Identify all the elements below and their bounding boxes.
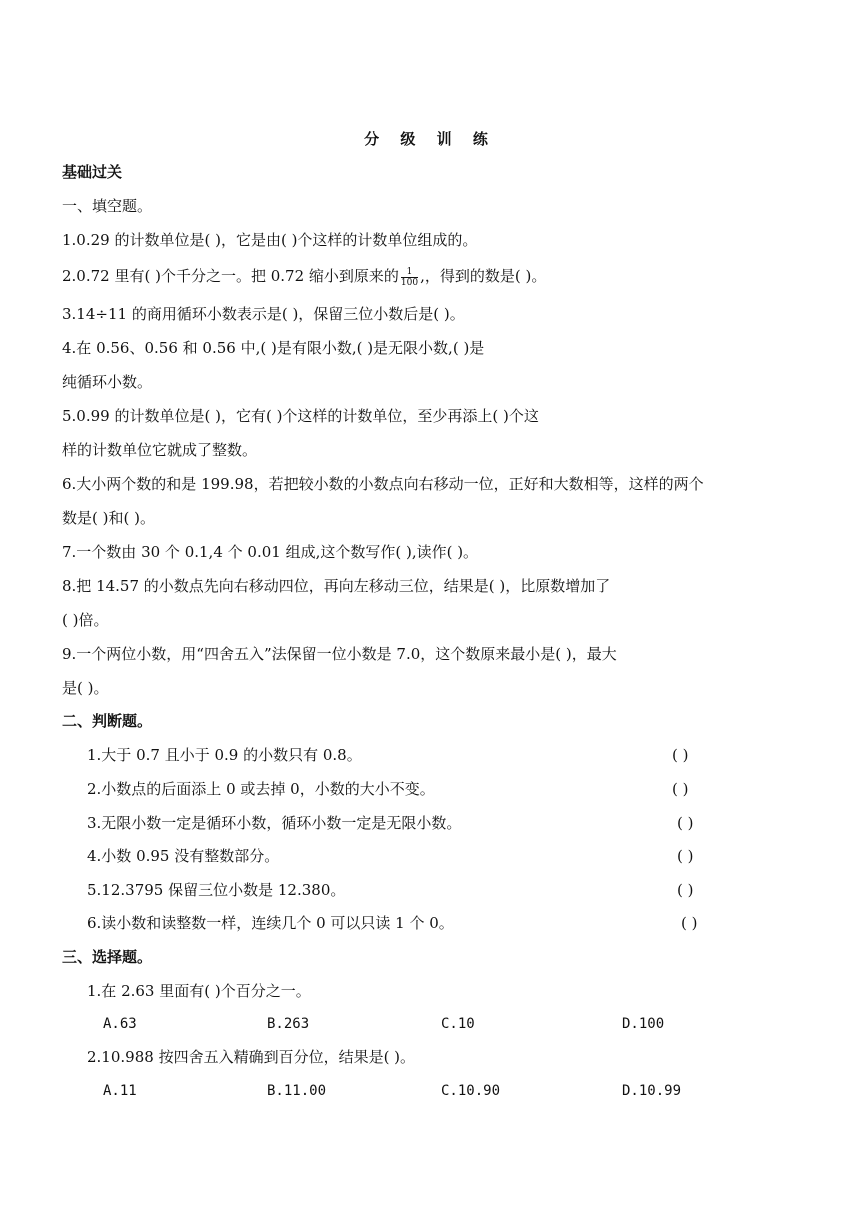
judge-item-2: 2.小数点的后面添上 0 或去掉 0，小数的大小不变。 bbox=[87, 780, 435, 798]
judge-item-6: 6.读小数和读整数一样，连续几个 0 可以只读 1 个 0。 bbox=[87, 914, 454, 932]
fill-question-2-after: ,，得到的数是( )。 bbox=[420, 267, 547, 285]
part1-heading: 一、填空题。 bbox=[62, 197, 153, 215]
judge-item-1-answer-box: ( ) bbox=[672, 746, 689, 764]
fraction-numerator: 1 bbox=[401, 267, 418, 278]
fill-question-4-line-2: 纯循环小数。 bbox=[62, 373, 153, 391]
judge-item-1: 1.大于 0.7 且小于 0.9 的小数只有 0.8。 bbox=[87, 746, 362, 764]
choice-question-2: 2.10.988 按四舍五入精确到百分位，结果是( )。 bbox=[87, 1048, 416, 1066]
choice-question-1-option-d: D.100 bbox=[622, 1016, 665, 1032]
choice-question-2-option-d: D.10.99 bbox=[622, 1083, 682, 1099]
judge-item-3-answer-box: ( ) bbox=[677, 814, 694, 832]
page-title: 分 级 训 练 bbox=[364, 130, 496, 148]
fill-question-9-line-2: 是( )。 bbox=[62, 679, 109, 697]
fill-question-6-line-1: 6.大小两个数的和是 199.98，若把较小数的小数点向右移动一位，正好和大数相等，这样的两个 bbox=[62, 475, 704, 493]
judge-item-4-answer-box: ( ) bbox=[677, 847, 694, 865]
fill-question-2 bbox=[62, 266, 802, 288]
fill-question-5-line-1: 5.0.99 的计数单位是( )，它有( )个这样的计数单位，至少再添上( )个这 bbox=[62, 407, 539, 425]
judge-item-4: 4.小数 0.95 没有整数部分。 bbox=[87, 847, 280, 865]
judge-item-3: 3.无限小数一定是循环小数，循环小数一定是无限小数。 bbox=[87, 814, 462, 832]
judge-item-5: 5.12.3795 保留三位小数是 12.380。 bbox=[87, 881, 346, 899]
choice-question-1-option-a: A.63 bbox=[103, 1016, 137, 1032]
fill-question-9-line-1: 9.一个两位小数，用“四舍五入”法保留一位小数是 7.0，这个数原来最小是( )，最大 bbox=[62, 645, 617, 663]
fraction-one-hundredth bbox=[401, 267, 418, 288]
judge-item-6-answer-box: ( ) bbox=[681, 914, 698, 932]
choice-question-1-option-b: B.263 bbox=[267, 1016, 310, 1032]
judge-item-5-answer-box: ( ) bbox=[677, 881, 694, 899]
section-basic-heading: 基础过关 bbox=[62, 163, 123, 181]
fill-question-5-line-2: 样的计数单位它就成了整数。 bbox=[62, 441, 258, 459]
fill-question-6-line-2: 数是( )和( )。 bbox=[62, 509, 155, 527]
fill-question-2-before: 2.0.72 里有( )个千分之一。把 0.72 缩小到原来的 bbox=[62, 267, 399, 285]
choice-question-1-option-c: C.10 bbox=[441, 1016, 475, 1032]
part3-heading: 三、选择题。 bbox=[62, 948, 153, 966]
judge-item-2-answer-box: ( ) bbox=[672, 780, 689, 798]
part2-heading: 二、判断题。 bbox=[62, 712, 153, 730]
fill-question-1: 1.0.29 的计数单位是( )，它是由( )个这样的计数单位组成的。 bbox=[62, 231, 478, 249]
fraction-denominator: 100 bbox=[400, 277, 419, 288]
fill-question-8-line-2: ( )倍。 bbox=[62, 611, 109, 629]
choice-question-2-option-c: C.10.90 bbox=[441, 1083, 501, 1099]
fill-question-3: 3.14÷11 的商用循环小数表示是( )，保留三位小数后是( )。 bbox=[62, 305, 465, 323]
fill-question-4-line-1: 4.在 0.56、0.56 和 0.56 中,( )是有限小数,( )是无限小数,( )是 bbox=[62, 339, 485, 357]
fill-question-7: 7.一个数由 30 个 0.1,4 个 0.01 组成,这个数写作( ),读作( )。 bbox=[62, 543, 479, 561]
fill-question-8-line-1: 8.把 14.57 的小数点先向右移动四位，再向左移动三位，结果是( )，比原数增加了 bbox=[62, 577, 611, 595]
choice-question-1: 1.在 2.63 里面有( )个百分之一。 bbox=[87, 982, 311, 1000]
choice-question-2-option-a: A.11 bbox=[103, 1083, 137, 1099]
choice-question-2-option-b: B.11.00 bbox=[267, 1083, 327, 1099]
